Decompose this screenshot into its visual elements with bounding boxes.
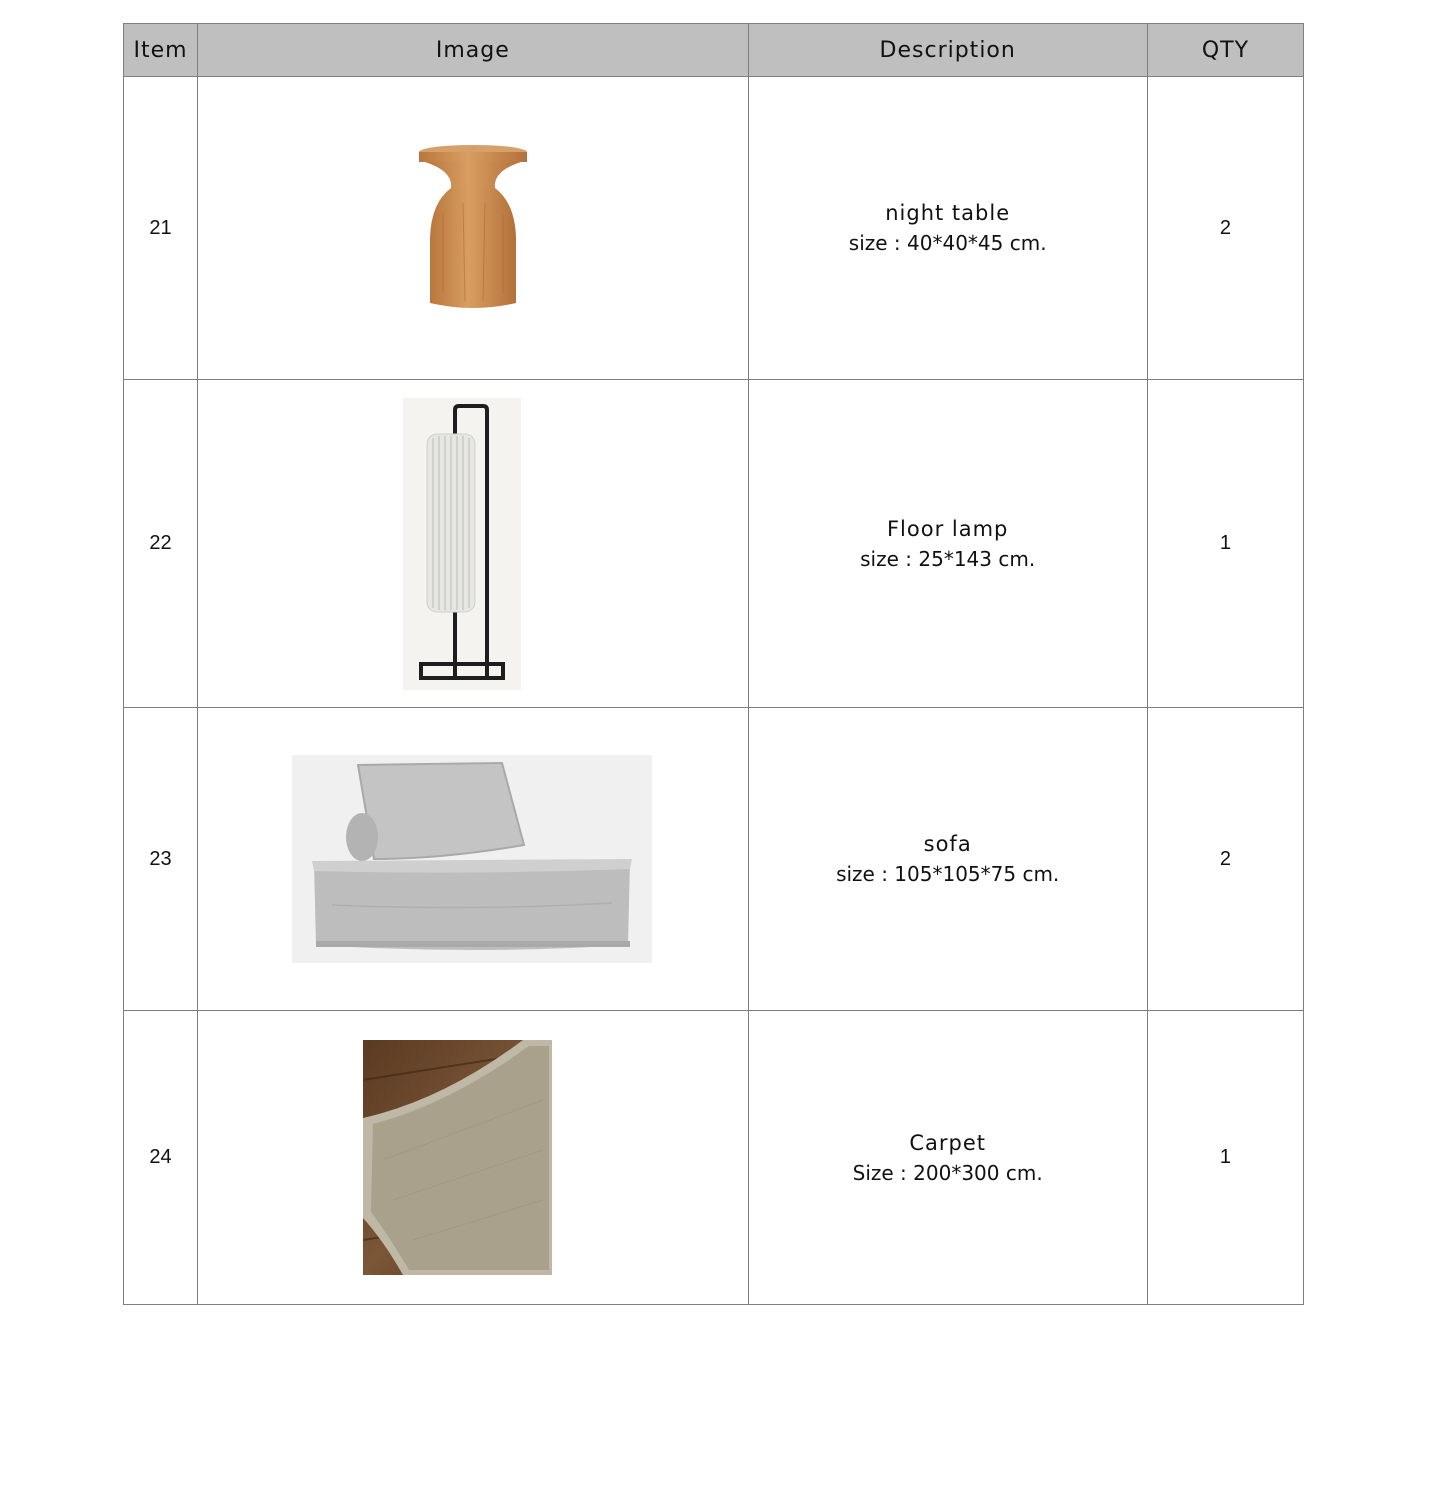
item-description [748, 77, 1147, 380]
table-row [124, 77, 1304, 380]
floor-sofa-image [292, 755, 652, 963]
item-image-cell [198, 708, 748, 1011]
item-size: size : 105*105*75 cm. [836, 862, 1060, 886]
item-size: size : 40*40*45 cm. [848, 231, 1047, 255]
item-qty: 1 [1147, 1011, 1303, 1305]
item-description [748, 1011, 1147, 1305]
item-name: Floor lamp [886, 516, 1009, 541]
item-qty: 2 [1147, 77, 1303, 380]
item-description [748, 708, 1147, 1011]
header-image: Image [198, 24, 748, 77]
item-image-cell [198, 1011, 748, 1305]
item-number: 21 [124, 77, 198, 380]
header-qty: QTY [1147, 24, 1303, 77]
furniture-table [123, 23, 1304, 1305]
item-qty: 2 [1147, 708, 1303, 1011]
floor-lamp-image [403, 398, 521, 690]
item-number: 24 [124, 1011, 198, 1305]
item-image-cell [198, 380, 748, 708]
item-number: 22 [124, 380, 198, 708]
table-header-row [124, 24, 1304, 77]
wooden-side-table-image [413, 143, 533, 313]
item-qty: 1 [1147, 380, 1303, 708]
item-name: Carpet [909, 1130, 986, 1155]
item-name: sofa [923, 832, 972, 856]
item-description [748, 380, 1147, 708]
item-size: Size : 200*300 cm. [852, 1160, 1043, 1185]
header-description: Description [748, 24, 1147, 77]
table-row [124, 380, 1304, 708]
header-item: Item [124, 24, 198, 77]
item-image-cell [198, 77, 748, 380]
item-size: size : 25*143 cm. [860, 546, 1036, 571]
carpet-image [363, 1040, 552, 1275]
item-name: night table [885, 201, 1011, 225]
item-number: 23 [124, 708, 198, 1011]
table-row [124, 1011, 1304, 1305]
table-row [124, 708, 1304, 1011]
